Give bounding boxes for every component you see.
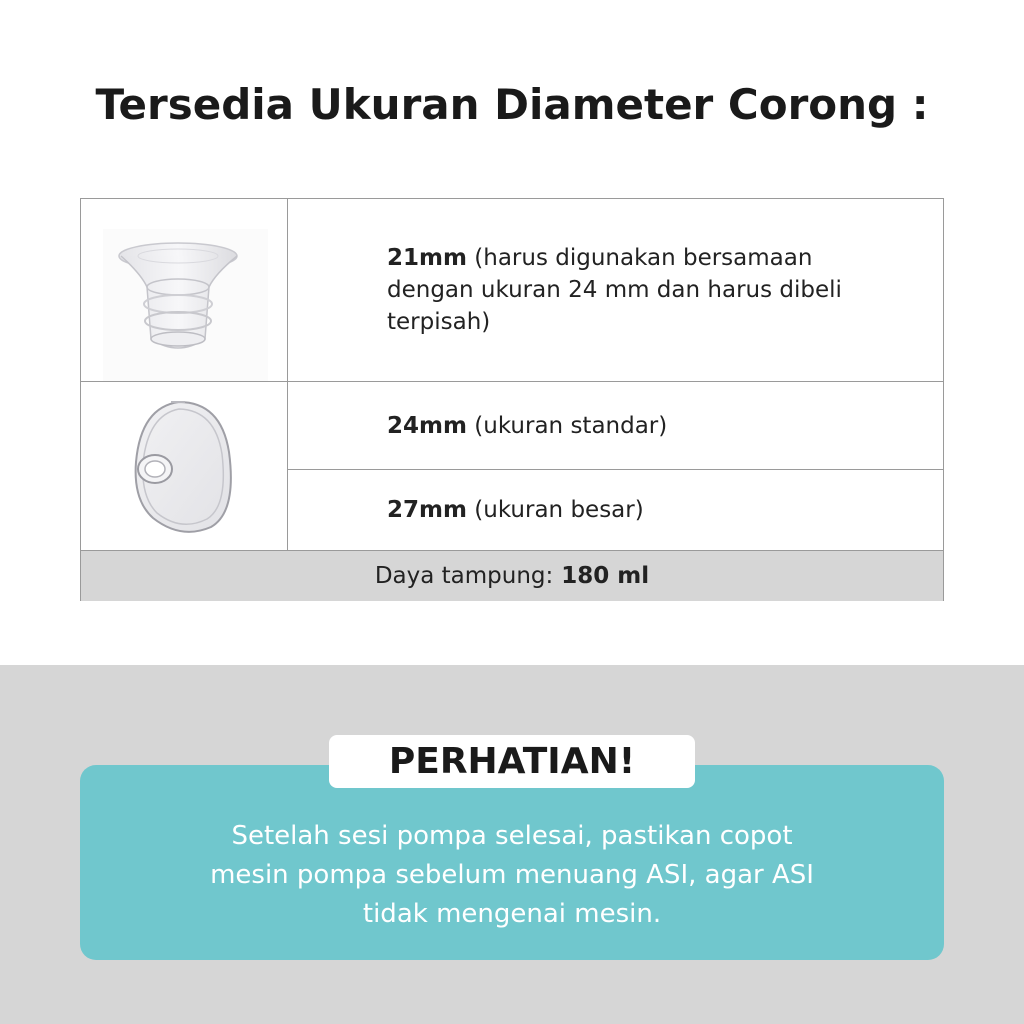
- capacity-row: [81, 550, 943, 601]
- size-row-text: [387, 410, 667, 442]
- flange-insert-icon: [81, 199, 288, 382]
- size-description: (ukuran besar): [474, 497, 644, 523]
- size-row-text: [387, 494, 644, 526]
- capacity-value: 180 ml: [561, 563, 650, 589]
- capacity-label: Daya tampung:: [374, 563, 554, 589]
- size-description: (ukuran standar): [474, 412, 668, 439]
- breast-shield-icon: [81, 382, 288, 550]
- size-row-text: [387, 242, 863, 338]
- notice-text: Setelah sesi pompa selesai, pastikan copot mesin pompa sebelum menuang ASI, agar ASI tidak mengenai mesin.: [210, 821, 814, 929]
- size-description: (harus digunakan bersamaan dengan ukuran 24 mm dan harus dibeli terpisah): [387, 245, 842, 335]
- size-value: 21mm: [387, 245, 467, 271]
- size-table: [80, 198, 944, 601]
- breast-shield-image-cell: [81, 382, 288, 550]
- notice-box: [80, 765, 944, 960]
- size-row-24mm: [288, 382, 943, 470]
- size-value: 27mm: [387, 497, 467, 523]
- flange-insert-image-cell: [81, 199, 288, 382]
- page-title: Tersedia Ukuran Diameter Corong :: [95, 80, 929, 129]
- size-row-21mm: [288, 199, 943, 382]
- size-row-27mm: [288, 470, 943, 550]
- notice-label: PERHATIAN!: [329, 735, 695, 788]
- size-value: 24mm: [387, 412, 467, 439]
